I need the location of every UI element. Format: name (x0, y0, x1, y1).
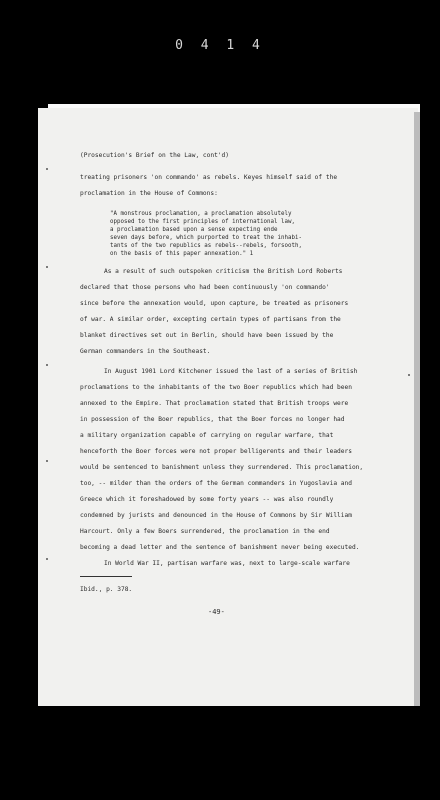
body-line: since before the annexation would, upon capture, be treated as prisoners (80, 300, 349, 307)
quote-line: a proclamation based upon a sense expecting ende (110, 227, 278, 233)
quote-line: seven days before, which purported to treat the inhabi- (110, 235, 302, 241)
body-line: Harcourt. Only a few Boers surrendered, the proclamation in the end (80, 528, 330, 535)
body-line: would be sentenced to banishment unless they surrendered. This proclamation, (80, 464, 364, 471)
body-line: treating prisoners 'on commando' as rebels. Keyes himself said of the (80, 174, 338, 181)
footnote-rule (80, 576, 132, 577)
body-line: proclamations to the inhabitants of the two Boer republics which had been (80, 384, 352, 391)
quote-line: opposed to the first principles of international law, (110, 219, 295, 225)
body-line: As a result of such outspoken criticism the British Lord Roberts (104, 268, 343, 275)
body-line: In World War II, partisan warfare was, next to large-scale warfare (104, 560, 350, 567)
body-line: too, -- milder than the orders of the German commanders in Yugoslavia and (80, 480, 352, 487)
body-line: In August 1901 Lord Kitchener issued the last of a series of British (104, 368, 358, 375)
page-number: -49- (208, 608, 225, 616)
body-line: of war. A similar order, excepting certain types of partisans from the (80, 316, 341, 323)
margin-mark (46, 266, 48, 268)
quote-line: tants of the two republics as rebels--rebels, forsooth, (110, 243, 302, 249)
margin-mark (408, 374, 410, 376)
body-line: in possession of the Boer republics, that the Boer forces no longer had (80, 416, 345, 423)
body-line: becoming a dead letter and the sentence of banishment never being executed. (80, 544, 360, 551)
body-line: proclamation in the House of Commons: (80, 190, 218, 197)
body-line: a military organization capable of carrying on regular warfare, that (80, 432, 334, 439)
quote-line: "A monstrous proclamation, a proclamation absolutely (110, 211, 292, 217)
body-line: annexed to the Empire. That proclamation stated that British troops were (80, 400, 349, 407)
margin-mark (46, 364, 48, 366)
quote-line: on the basis of this paper annexation." 1 (110, 251, 254, 257)
page-shadow (414, 112, 420, 706)
footnote: Ibid., p. 378. (80, 586, 133, 593)
header: (Prosecution's Brief on the Law, cont'd) (80, 152, 230, 159)
body-line: blanket directives set out in Berlin, should have been issued by the (80, 332, 334, 339)
body-line: henceforth the Boer forces were not proper belligerents and their leaders (80, 448, 352, 455)
body-line: German commanders in the Southeast. (80, 348, 211, 355)
margin-mark (46, 558, 48, 560)
body-line: declared that those persons who had been continuously 'on commando' (80, 284, 330, 291)
margin-mark (46, 168, 48, 170)
margin-mark (46, 460, 48, 462)
body-line: Greece which it foreshadowed by some forty years -- was also roundly (80, 496, 334, 503)
frame-number: 0 4 1 4 (175, 38, 265, 53)
body-line: condemned by jurists and denounced in the House of Commons by Sir William (80, 512, 352, 519)
document-page (38, 108, 418, 706)
